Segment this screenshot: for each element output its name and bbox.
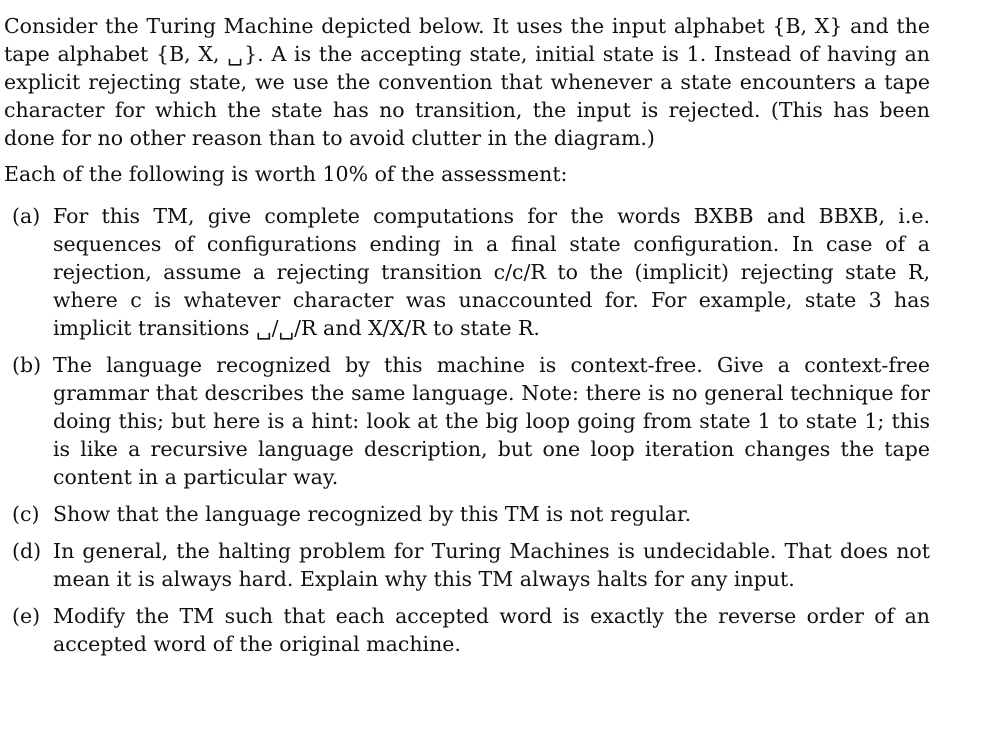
question-a: [4, 202, 930, 342]
question-text: Show that the language recognized by this TM is not regular.: [53, 502, 692, 526]
question-b: [4, 351, 930, 491]
question-text: The language recognized by this machine is context-free. Give a context-free grammar that describes the same language. Note: there is no general technique for doing this; but here is a hint: look at the big loop going from state 1 to state 1; this is like a recursive language description, but one loop iteration changes the tape content in a particular way.: [53, 353, 930, 489]
question-d: [4, 537, 930, 593]
question-c: [4, 500, 930, 528]
assessment-note: Each of the following is worth 10% of the assessment:: [4, 162, 568, 186]
question-e: [4, 602, 930, 658]
question-text: Modify the TM such that each accepted word is exactly the reverse order of an accepted word of the original machine.: [53, 604, 930, 656]
intro-paragraph: Consider the Turing Machine depicted below. It uses the input alphabet {B, X} and the tape alphabet {B, X, ␣}. A is the accepting state, initial state is 1. Instead of having an explicit rejecting state, we use the convention that whenever a state encounters a tape character for which the state has no transition, the input is rejected. (This has been done for no other reason than to avoid clutter in the diagram.): [4, 14, 930, 150]
question-text: For this TM, give complete computations for the words BXBB and BBXB, i.e. sequences of configurations ending in a final state configuration. In case of a rejection, assume a rejecting transition c/c/R to the (implicit) rejecting state R, where c is whatever character was unaccounted for. For example, state 3 has implicit transitions ␣/␣/R and X/X/R to state R.: [53, 204, 930, 340]
question-label: (a): [12, 204, 41, 228]
question-label: (b): [12, 353, 42, 377]
problem-document: [4, 12, 930, 667]
question-label: (e): [12, 604, 41, 628]
question-label: (c): [12, 502, 40, 526]
question-list: [4, 202, 930, 658]
question-label: (d): [12, 539, 42, 563]
question-text: In general, the halting problem for Turing Machines is undecidable. That does not mean it is always hard. Explain why this TM always halts for any input.: [53, 539, 930, 591]
